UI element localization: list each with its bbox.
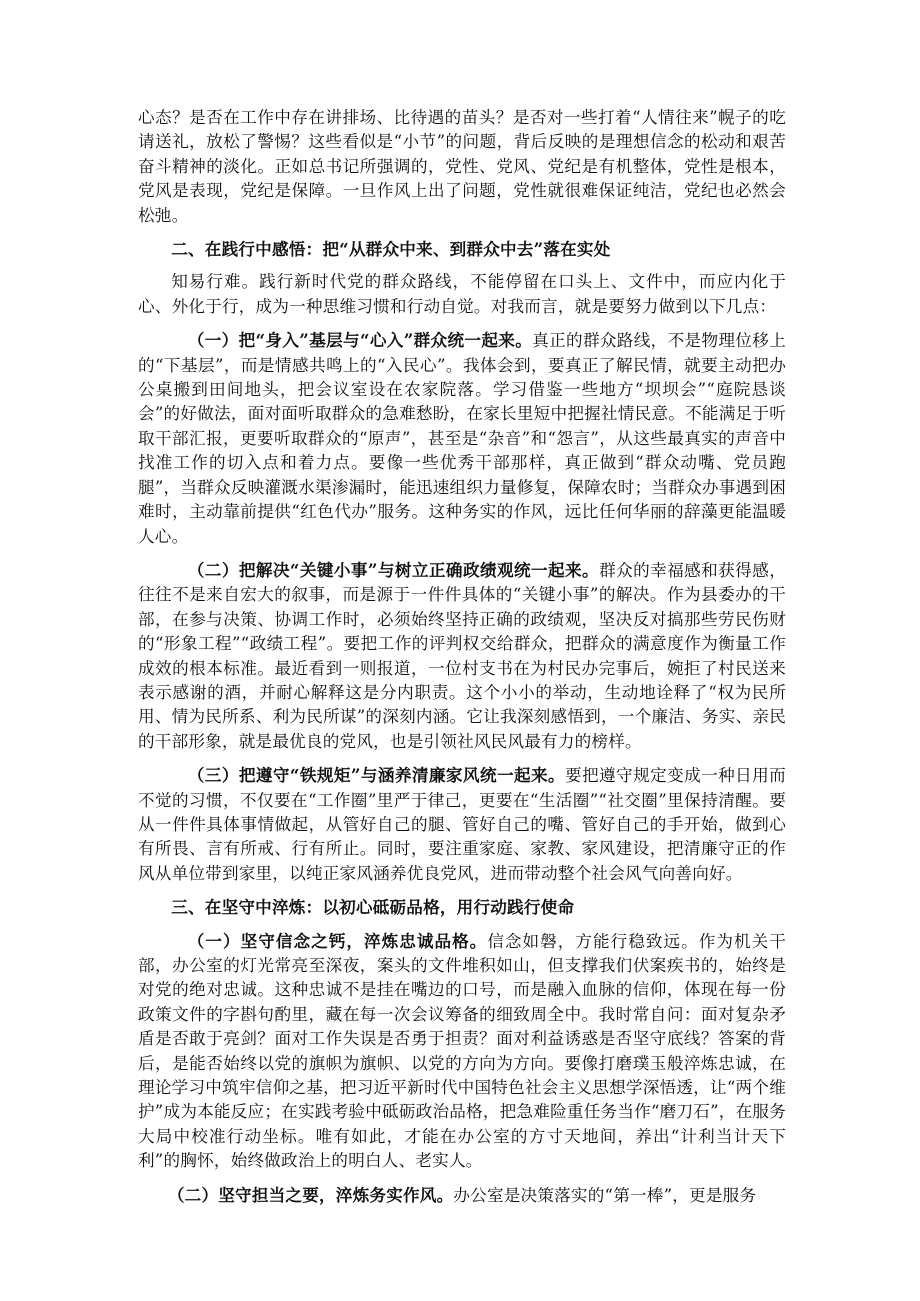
subsection-2-1-title: （一）把“身入”基层与“心入”群众统一起来。 xyxy=(187,330,533,351)
paragraph-section-2-intro: 知易行难。践行新时代党的群众路线，不能停留在口头上、文件中，而应内化于心、外化于行，成为一种思维习惯和行动自觉。对我而言，就是要努力做到以下几点： xyxy=(138,272,786,316)
section-heading-3: 三、在坚守中淬炼：以初心砥砺品格，用行动践行使命 xyxy=(171,897,575,918)
paragraph-subsection-2-2 xyxy=(138,558,786,754)
paragraph-subsection-2-3 xyxy=(138,763,786,886)
subsection-3-1-body: 信念如磐，方能行稳致远。作为机关干部，办公室的灯光常亮至深夜，案头的文件堆积如山，但支撑我们伏案疾书的，始终是对党的绝对忠诚。这种忠诚不是挂在嘴边的口号，而是融入血脉的信仰，体现在每一份政策文件的字斟句酌里，藏在每一次会议筹备的细致周全中。我时常自问：面对复杂矛盾是否敢于亮剑？面对工作失误是否勇于担责？面对利益诱惑是否坚守底线？答案的背后，是能否始终以党的旗帜为旗帜、以党的方向为方向。要像打磨璞玉般淬炼忠诚，在理论学习中筑牢信仰之基，把习近平新时代中国特色社会主义思想学深悟透，让“两个维护”成为本能反应；在实践考验中砥砺政治品格，把急难险重任务当作“磨刀石”，在服务大局中校准行动坐标。唯有如此，才能在办公室的方寸天地间，养出“计利当计天下利”的胸怀，始终做政治上的明白人、老实人。 xyxy=(138,931,786,1171)
subsection-2-2-title: （二）把解决“关键小事”与树立正确政绩观统一起来。 xyxy=(187,559,600,580)
subsection-2-2-body: 群众的幸福感和获得感，往往不是来自宏大的叙事，而是源于一件件具体的“关键小事”的解决。作为县委办的干部，在参与决策、协调工作时，必须始终坚持正确的政绩观，坚决反对搞那些劳民伤财的“形象工程”“政绩工程”。要把工作的评判权交给群众，把群众的满意度作为衡量工作成效的根本标准。最近看到一则报道，一位村支书在为村民办完事后，婉拒了村民送来表示感谢的酒，并耐心解释这是分内职责。这个小小的举动，生动地诠释了“权为民所用、情为民所系、利为民所谋”的深刻内涵。它让我深刻感悟到，一个廉洁、务实、亲民的干部形象，就是最优良的党风，也是引领社风民风最有力的榜样。 xyxy=(138,560,786,751)
subsection-3-2-body: 办公室是决策落实的“第一棒”，更是服务 xyxy=(453,1185,757,1205)
document-page xyxy=(138,106,786,1208)
paragraph-subsection-2-1 xyxy=(138,328,786,549)
paragraph-subsection-3-2 xyxy=(138,1183,786,1208)
subsection-3-1-title: （一）坚守信念之钙，淬炼忠诚品格。 xyxy=(187,930,488,951)
subsection-2-3-title: （三）把遵守“铁规矩”与涵养清廉家风统一起来。 xyxy=(187,765,566,786)
subsection-2-3-body: 要把遵守规定变成一种日用而不觉的习惯，不仅要在“工作圈”里严于律己，更要在“生活圈”“社交圈”里保持清醒。要从一件件具体事情做起，从管好自己的腿、管好自己的嘴、管好自己的手开始，做到心有所畏、言有所戒、行有所止。同时，要注重家庭、家教、家风建设，把清廉守正的作风从单位带到家里，以纯正家风涵养优良党风，进而带动整个社会风气向善向好。 xyxy=(138,766,786,883)
subsection-2-1-body: 真正的群众路线，不是物理位移上的“下基层”，而是情感共鸣上的“入民心”。我体会到，要真正了解民情，就要主动把办公桌搬到田间地头，把会议室设在农家院落。学习借鉴一些地方“坝坝会”“庭院恳谈会”的好做法，面对面听取群众的急难愁盼，在家长里短中把握社情民意。不能满足于听取干部汇报，更要听取群众的“原声”，甚至是“杂音”和“怨言”，从这些最真实的声音中找准工作的切入点和着力点。要像一些优秀干部那样，真正做到“群众动嘴、党员跑腿”，当群众反映灌溉水渠渗漏时，能迅速组织力量修复，保障农时；当群众办事遇到困难时，主动靠前提供“红色代办”服务。这种务实的作风，远比任何华丽的辞藻更能温暖人心。 xyxy=(138,331,787,546)
subsection-3-2-title: （二）坚守担当之要，淬炼务实作风。 xyxy=(167,1184,454,1205)
section-heading-2: 二、在践行中感悟：把“从群众中来、到群众中去”落在实处 xyxy=(171,239,611,260)
paragraph-intro-continuation: 心态？是否在工作中存在讲排场、比待遇的苗头？是否对一些打着“人情往来”幌子的吃请送礼，放松了警惕？这些看似是“小节”的问题，背后反映的是理想信念的松动和艰苦奋斗精神的淡化。正如总书记所强调的，党性、党风、党纪是有机整体，党性是根本，党风是表现，党纪是保障。一旦作风上出了问题，党性就很难保证纯洁，党纪也必然会松弛。 xyxy=(138,108,786,225)
paragraph-subsection-3-1 xyxy=(138,929,786,1174)
